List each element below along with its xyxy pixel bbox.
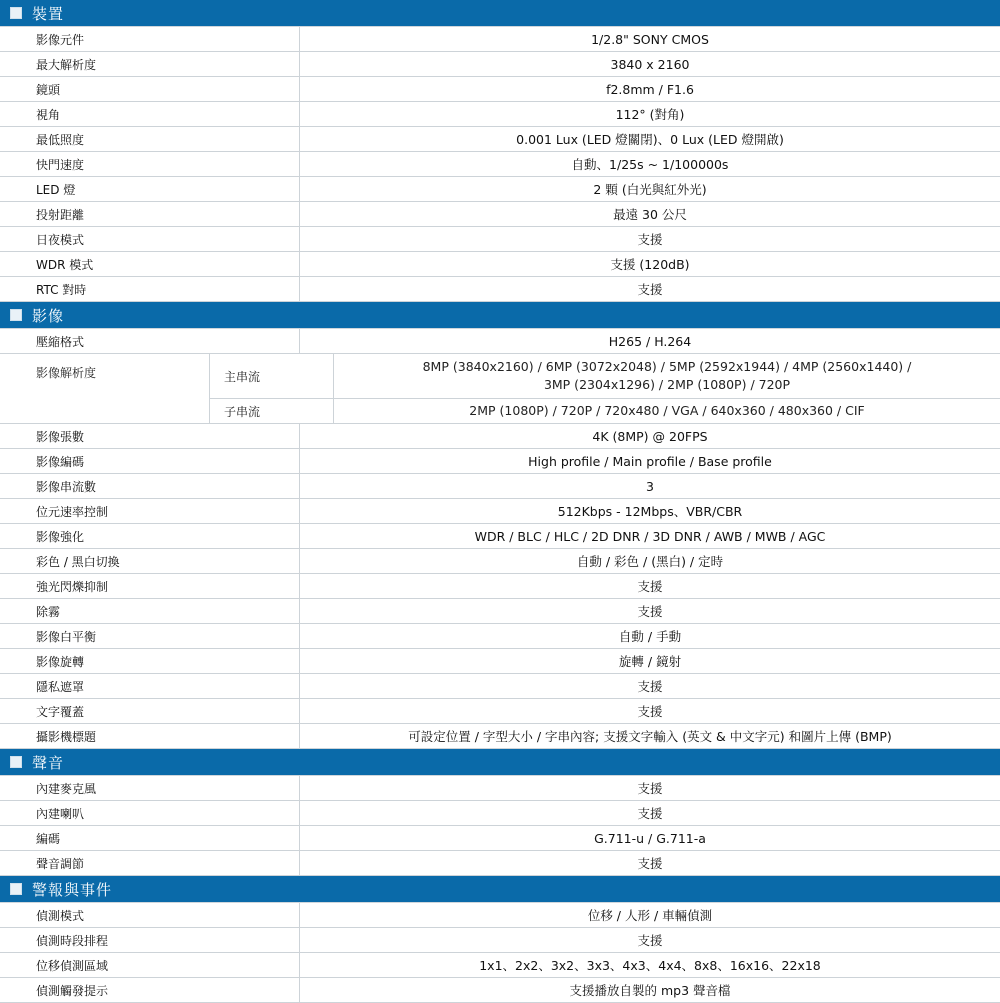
- stream-label: 子串流: [210, 399, 334, 423]
- spec-label: 攝影機標題: [0, 724, 300, 748]
- spec-label: 位元速率控制: [0, 499, 300, 523]
- spec-row: [0, 449, 1000, 474]
- spec-label: LED 燈: [0, 177, 300, 201]
- spec-label: 強光閃爍抑制: [0, 574, 300, 598]
- spec-value: 支援 (120dB): [610, 257, 690, 272]
- spec-label: RTC 對時: [0, 277, 300, 301]
- spec-value: 旋轉 / 鏡射: [618, 654, 682, 669]
- spec-row: [0, 424, 1000, 449]
- spec-label: 偵測模式: [0, 903, 300, 927]
- resolution-streams: [210, 354, 1000, 423]
- spec-row: [0, 524, 1000, 549]
- spec-row: [0, 724, 1000, 749]
- spec-label: 內建麥克風: [0, 776, 300, 800]
- spec-value: 自動 / 手動: [618, 629, 682, 644]
- spec-label: 日夜模式: [0, 227, 300, 251]
- spec-label: 快門速度: [0, 152, 300, 176]
- spec-value: 112° (對角): [615, 107, 685, 122]
- spec-row: [0, 599, 1000, 624]
- section-square-icon: [10, 7, 22, 19]
- spec-row: [0, 549, 1000, 574]
- resolution-block: [0, 354, 1000, 424]
- spec-value: 0.001 Lux (LED 燈關閉)、0 Lux (LED 燈開啟): [516, 132, 784, 147]
- spec-row: [0, 152, 1000, 177]
- spec-label: WDR 模式: [0, 252, 300, 276]
- spec-label: 視角: [0, 102, 300, 126]
- spec-label: 內建喇叭: [0, 801, 300, 825]
- section-title: 裝置: [32, 4, 65, 23]
- spec-row: [0, 953, 1000, 978]
- stream-value-line: 8MP (3840x2160) / 6MP (3072x2048) / 5MP (2592x1944) / 4MP (2560x1440) /: [422, 359, 912, 374]
- spec-row: [0, 77, 1000, 102]
- spec-label: 編碼: [0, 826, 300, 850]
- spec-value: 2 顆 (白光與紅外光): [593, 182, 707, 197]
- spec-value: 支援: [637, 579, 663, 594]
- video-spec-list: [0, 424, 1000, 749]
- section-header-audio: [0, 749, 1000, 776]
- section-header-alarm: [0, 876, 1000, 903]
- section-square-icon: [10, 309, 22, 321]
- stream-label: 主串流: [210, 354, 334, 398]
- spec-label: 鏡頭: [0, 77, 300, 101]
- spec-row: [0, 574, 1000, 599]
- spec-value: High profile / Main profile / Base profile: [528, 453, 772, 469]
- spec-value: 支援: [637, 704, 663, 719]
- spec-label: 影像張數: [0, 424, 300, 448]
- spec-label: 文字覆蓋: [0, 699, 300, 723]
- spec-row: [0, 252, 1000, 277]
- spec-value: G.711-u / G.711-a: [594, 830, 706, 846]
- spec-row: [0, 202, 1000, 227]
- spec-value: 1/2.8" SONY CMOS: [591, 31, 709, 47]
- spec-value: H265 / H.264: [608, 333, 692, 349]
- spec-label: 隱私遮罩: [0, 674, 300, 698]
- spec-value: 支援: [637, 282, 663, 297]
- section-header-device: [0, 0, 1000, 27]
- spec-label: 投射距離: [0, 202, 300, 226]
- section-title: 警報與事件: [32, 880, 113, 899]
- spec-value: 3840 x 2160: [610, 56, 690, 72]
- stream-value-line: 3MP (2304x1296) / 2MP (1080P) / 720P: [543, 377, 791, 392]
- spec-row: [0, 624, 1000, 649]
- stream-row-sub: [210, 399, 1000, 423]
- spec-row: [0, 851, 1000, 876]
- spec-value: 支援: [637, 933, 663, 948]
- spec-row: [0, 227, 1000, 252]
- spec-label: 最大解析度: [0, 52, 300, 76]
- spec-row: [0, 127, 1000, 152]
- spec-value: 支援: [637, 232, 663, 247]
- spec-label: 影像白平衡: [0, 624, 300, 648]
- section-square-icon: [10, 756, 22, 768]
- spec-row: [0, 277, 1000, 302]
- spec-value: 支援播放自製的 mp3 聲音檔: [569, 983, 731, 998]
- spec-value: 支援: [637, 806, 663, 821]
- spec-value: f2.8mm / F1.6: [606, 81, 694, 97]
- spec-label: 壓縮格式: [0, 329, 300, 353]
- spec-label: 彩色 / 黑白切換: [0, 549, 300, 573]
- spec-label: 影像元件: [0, 27, 300, 51]
- alarm-spec-list: [0, 903, 1000, 1003]
- device-spec-list: [0, 27, 1000, 302]
- audio-spec-list: [0, 776, 1000, 876]
- stream-value: [334, 354, 1000, 398]
- spec-value: 支援: [637, 679, 663, 694]
- spec-row: [0, 499, 1000, 524]
- spec-label: 最低照度: [0, 127, 300, 151]
- spec-value: 1x1、2x2、3x2、3x3、4x3、4x4、8x8、16x16、22x18: [479, 958, 821, 973]
- spec-value: 可設定位置 / 字型大小 / 字串內容; 支援文字輸入 (英文 & 中文字元) 和圖片上傳 (BMP): [408, 729, 892, 744]
- spec-row: [0, 102, 1000, 127]
- stream-row-main: [210, 354, 1000, 399]
- spec-row: [0, 27, 1000, 52]
- spec-row: [0, 699, 1000, 724]
- spec-row: [0, 674, 1000, 699]
- spec-label: 影像串流數: [0, 474, 300, 498]
- spec-row: [0, 177, 1000, 202]
- spec-value: 支援: [637, 604, 663, 619]
- spec-value: 最遠 30 公尺: [613, 207, 687, 222]
- spec-row: [0, 474, 1000, 499]
- spec-label: 聲音調節: [0, 851, 300, 875]
- spec-row: [0, 801, 1000, 826]
- spec-label: 偵測觸發提示: [0, 978, 300, 1002]
- spec-value: WDR / BLC / HLC / 2D DNR / 3D DNR / AWB / MWB / AGC: [474, 528, 826, 544]
- spec-label: 除霧: [0, 599, 300, 623]
- spec-row: [0, 978, 1000, 1003]
- spec-value: 自動 / 彩色 / (黑白) / 定時: [576, 554, 724, 569]
- spec-value: 512Kbps - 12Mbps、VBR/CBR: [557, 504, 743, 519]
- spec-row: [0, 329, 1000, 354]
- spec-row: [0, 903, 1000, 928]
- spec-row: [0, 928, 1000, 953]
- spec-label: 影像編碼: [0, 449, 300, 473]
- section-header-video: [0, 302, 1000, 329]
- section-title: 影像: [32, 306, 65, 325]
- spec-row: [0, 52, 1000, 77]
- spec-row: [0, 776, 1000, 801]
- section-title: 聲音: [32, 753, 65, 772]
- spec-label: 影像強化: [0, 524, 300, 548]
- spec-label: 影像解析度: [0, 354, 210, 423]
- spec-row: [0, 649, 1000, 674]
- spec-value: 支援: [637, 856, 663, 871]
- spec-value: 自動、1/25s ~ 1/100000s: [571, 157, 729, 172]
- spec-row: [0, 826, 1000, 851]
- section-square-icon: [10, 883, 22, 895]
- spec-label: 影像旋轉: [0, 649, 300, 673]
- spec-value: 支援: [637, 781, 663, 796]
- spec-label: 位移偵測區域: [0, 953, 300, 977]
- spec-label: 偵測時段排程: [0, 928, 300, 952]
- spec-value: 4K (8MP) @ 20FPS: [592, 428, 708, 444]
- stream-value: 2MP (1080P) / 720P / 720x480 / VGA / 640x360 / 480x360 / CIF: [469, 403, 865, 418]
- spec-value: 3: [646, 478, 654, 494]
- spec-value: 位移 / 人形 / 車輛偵測: [587, 908, 713, 923]
